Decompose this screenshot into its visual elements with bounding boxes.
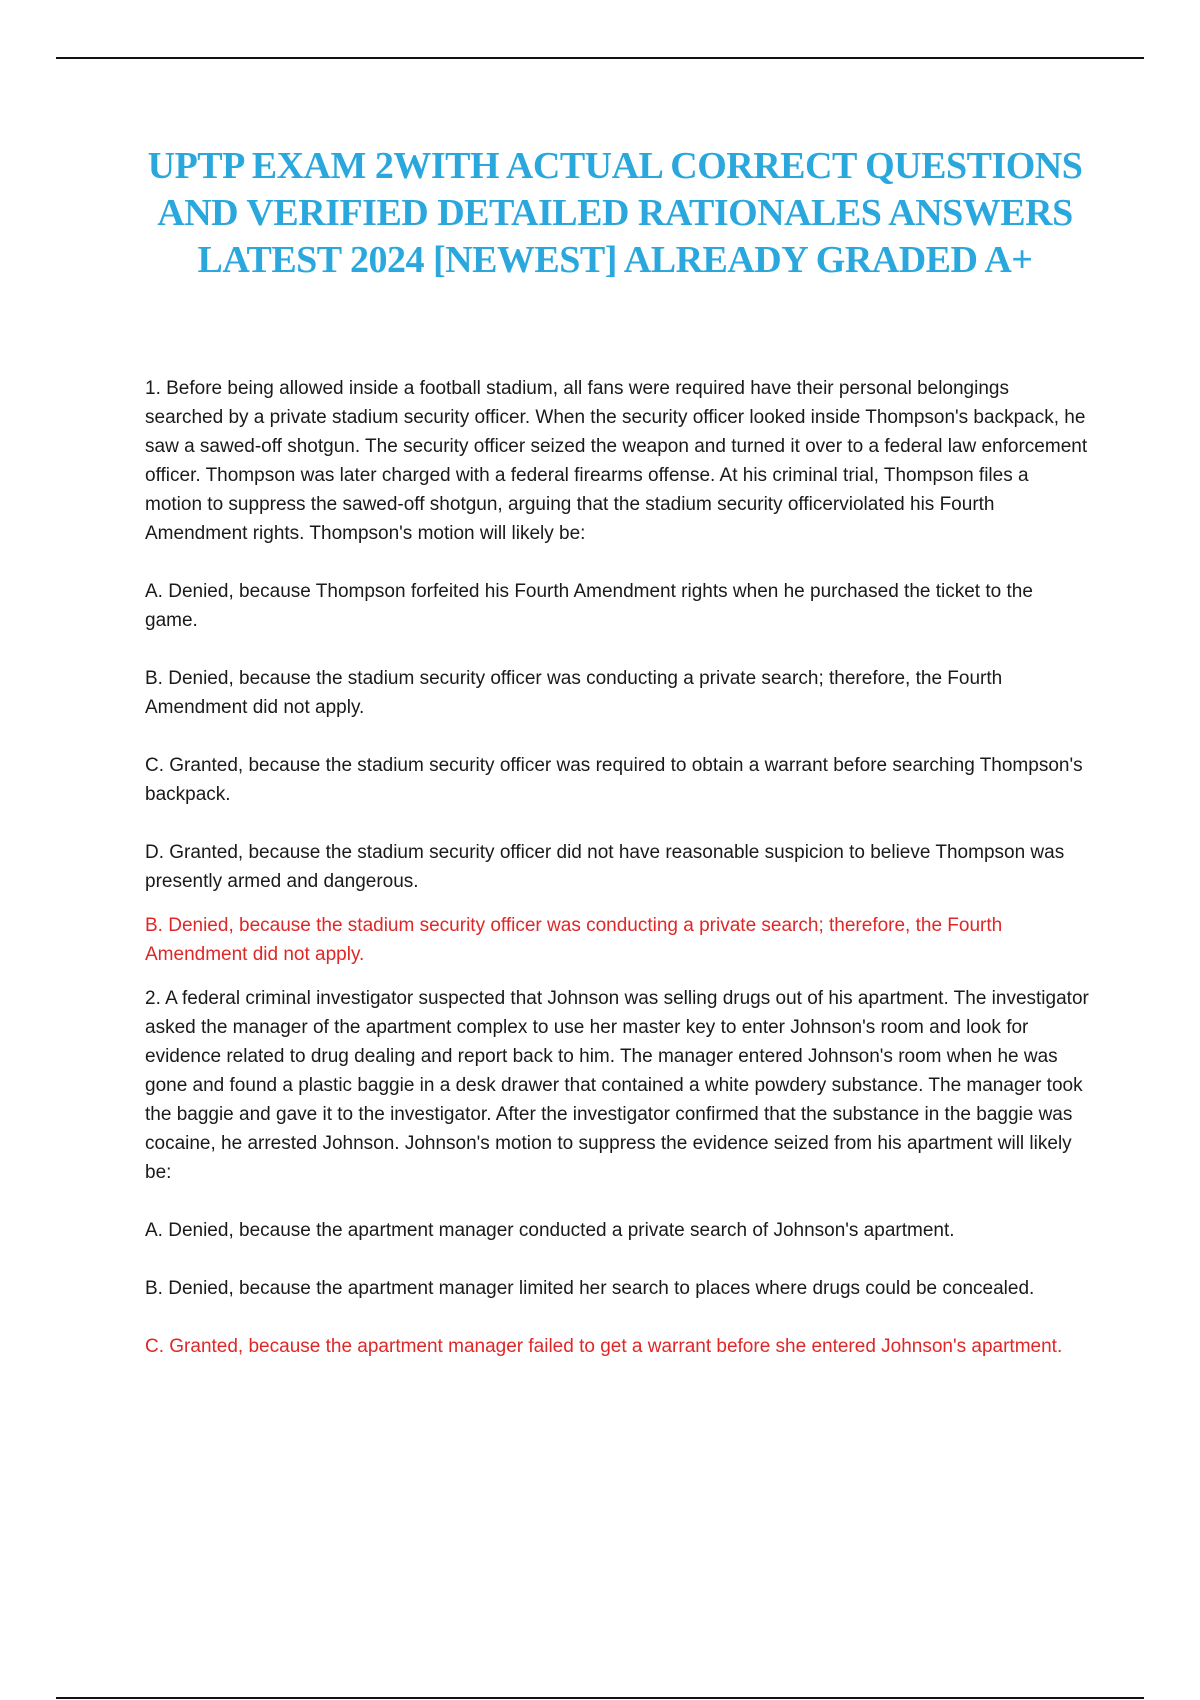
question-1-option-c: C. Granted, because the stadium security officer was required to obtain a warrant before searching Thompson's backpack. xyxy=(145,755,1083,805)
question-1-option-b: B. Denied, because the stadium security officer was conducting a private search; therefore, the Fourth Amendment did not apply. xyxy=(145,668,1003,718)
top-rule xyxy=(56,57,1144,59)
question-2-option-a: A. Denied, because the apartment manager conducted a private search of Johnson's apartment. xyxy=(145,1220,955,1241)
question-1-option-a: A. Denied, because Thompson forfeited his Fourth Amendment rights when he purchased the ticket to the game. xyxy=(145,581,1033,631)
question-1-text: 1. Before being allowed inside a football stadium, all fans were required have their personal belongings searched by a private stadium security officer. When the security officer looked inside Thompson's backpack, he saw a sawed-off shotgun. The security officer seized the weapon and turned it over to a federal law enforcement officer. Thompson was later charged with a federal firearms offense. At his criminal trial, Thompson files a motion to suppress the sawed-off shotgun, arguing that the stadium security officerviolated his Fourth Amendment rights. Thompson's motion will likely be: xyxy=(145,378,1088,544)
question-2-text: 2. A federal criminal investigator suspected that Johnson was selling drugs out of his apartment. The investigator asked the manager of the apartment complex to use her master key to enter Johnson's room and look for evidence related to drug dealing and report back to him. The manager entered Johnson's room when he was gone and found a plastic baggie in a desk drawer that contained a white powdery substance. The manager took the baggie and gave it to the investigator. After the investigator confirmed that the substance in the baggie was cocaine, he arrested Johnson. Johnson's motion to suppress the evidence seized from his apartment will likely be: xyxy=(145,988,1089,1183)
question-1-answer: B. Denied, because the stadium security officer was conducting a private search; therefore, the Fourth Amendment did not apply. xyxy=(145,915,1003,965)
bottom-rule xyxy=(56,1697,1144,1699)
question-2-option-c: C. Granted, because the apartment manager failed to get a warrant before she entered Johnson's apartment. xyxy=(145,1336,1063,1357)
question-2-option-b: B. Denied, because the apartment manager limited her search to places where drugs could be concealed. xyxy=(145,1278,1035,1299)
document-body xyxy=(145,374,1090,1361)
question-1-option-d: D. Granted, because the stadium security officer did not have reasonable suspicion to believe Thompson was presently armed and dangerous. xyxy=(145,842,1065,892)
document-title: UPTP EXAM 2WITH ACTUAL CORRECT QUESTIONS AND VERIFIED DETAILED RATIONALES ANSWERS LATEST 2024 [NEWEST] ALREADY GRADED A+ xyxy=(147,145,1083,281)
